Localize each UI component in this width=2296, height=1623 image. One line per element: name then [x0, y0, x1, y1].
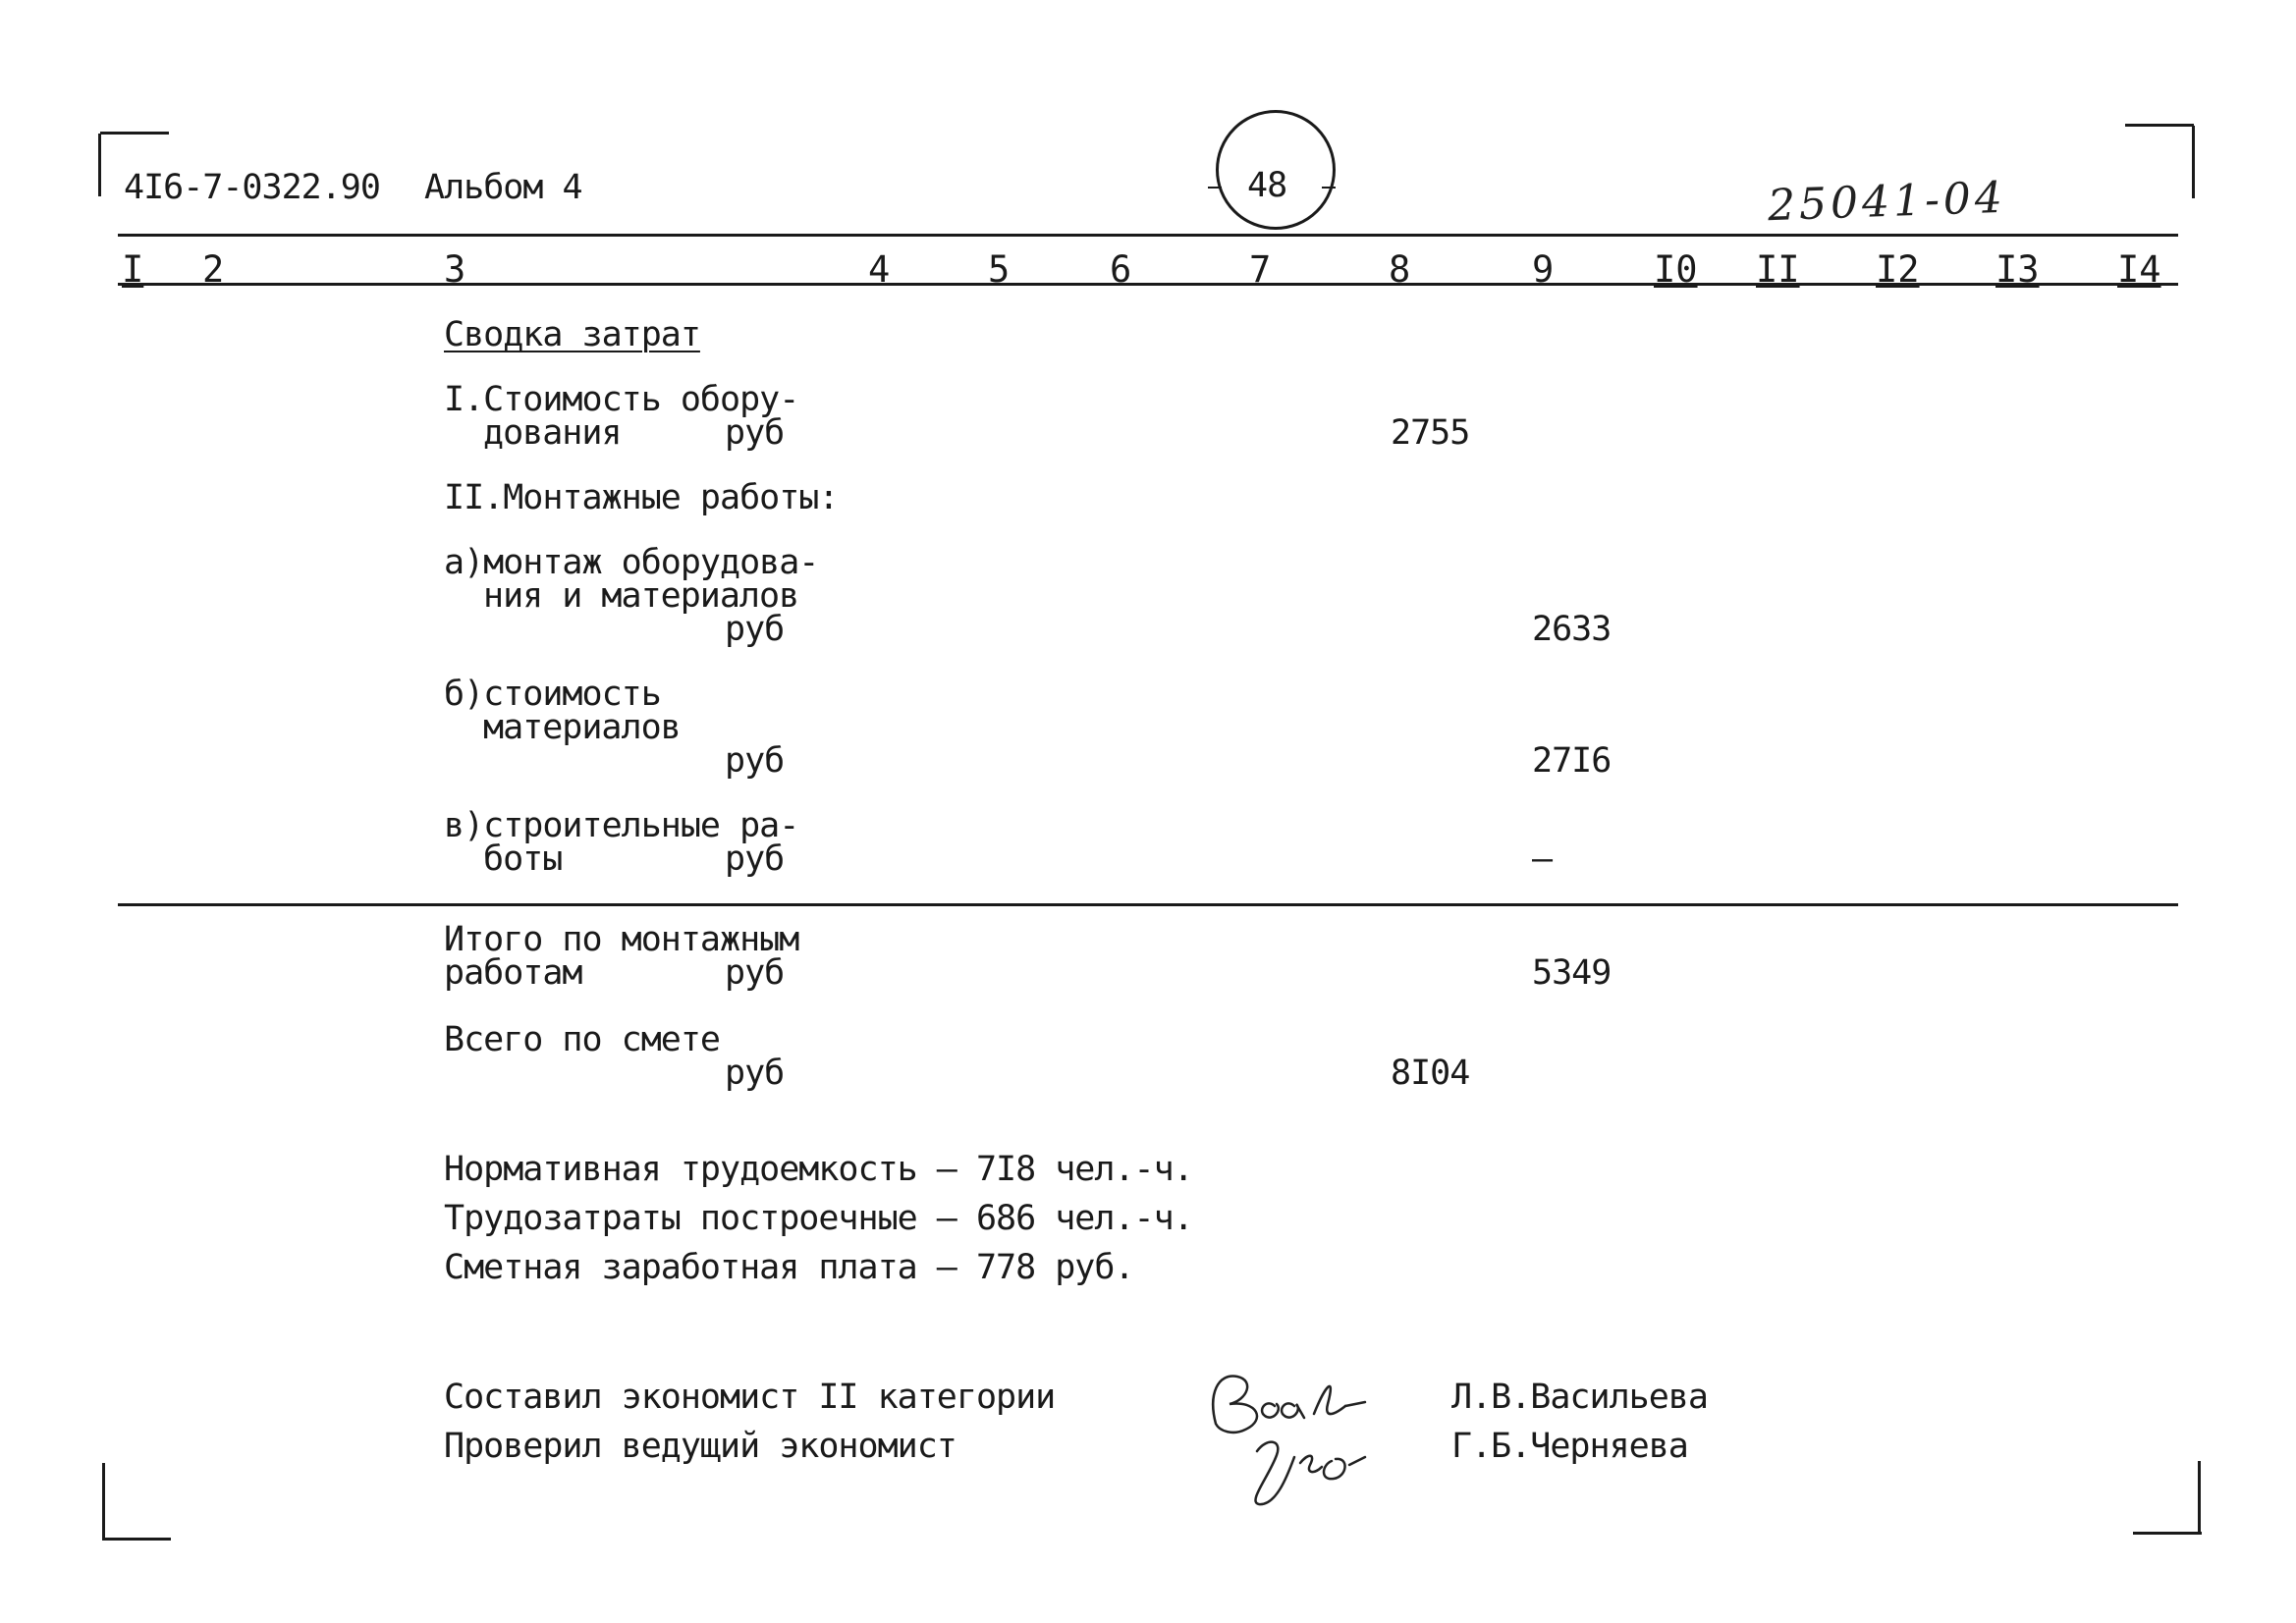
item-b-label-line2: материалов: [483, 708, 681, 747]
note-labor-site: Трудозатраты построечные – 686 чел.-ч.: [444, 1199, 1193, 1238]
column-number-10: I0: [1654, 248, 1698, 291]
corner-mark-top-right-vertical: [2192, 126, 2195, 198]
header-rule-top: [118, 234, 2178, 237]
column-number-8: 8: [1389, 248, 1411, 291]
total-install-label-line1: Итого по монтажным: [444, 920, 799, 959]
column-number-6: 6: [1110, 248, 1132, 291]
equipment-unit: руб: [725, 413, 785, 453]
column-number-12: I2: [1876, 248, 1920, 291]
corner-mark-top-left: [100, 132, 169, 135]
note-labor-norm: Нормативная трудоемкость – 7I8 чел.-ч.: [444, 1150, 1193, 1189]
corner-mark-bottom-right-vertical: [2198, 1461, 2201, 1532]
document-code: 4I6-7-0322.90: [124, 168, 380, 207]
grand-total-value: 8I04: [1391, 1054, 1470, 1093]
page-number-dash-left: [1208, 187, 1222, 189]
album-label: Альбом 4: [424, 168, 582, 207]
item-c-value: –: [1532, 839, 1553, 879]
corner-mark-bottom-right: [2133, 1532, 2202, 1535]
column-number-14: I4: [2117, 248, 2161, 291]
item-a-label-line2: ния и материалов: [483, 576, 799, 616]
corner-mark-bottom-left: [102, 1538, 171, 1541]
summary-title: Сводка затрат: [444, 315, 700, 354]
column-number-5: 5: [988, 248, 1011, 291]
item-a-value: 2633: [1532, 610, 1612, 649]
item-a-unit: руб: [725, 610, 785, 649]
installation-header: II.Монтажные работы:: [444, 478, 839, 517]
compiled-by-label: Составил экономист II категории: [444, 1378, 1056, 1417]
column-number-3: 3: [444, 248, 466, 291]
corner-mark-top-right: [2125, 124, 2194, 127]
compiled-by-name: Л.В.Васильева: [1451, 1378, 1708, 1417]
item-b-label-line1: б)стоимость: [444, 675, 661, 714]
item-c-label-line2: боты: [483, 839, 563, 879]
item-c-label-line1: в)строительные ра-: [444, 806, 799, 845]
grand-total-unit: руб: [725, 1054, 785, 1093]
item-b-unit: руб: [725, 741, 785, 781]
column-number-11: II: [1756, 248, 1800, 291]
column-number-9: 9: [1532, 248, 1555, 291]
total-install-unit: руб: [725, 953, 785, 993]
total-install-value: 5349: [1532, 953, 1612, 993]
column-number-13: I3: [1995, 248, 2040, 291]
header-rule-bottom: [118, 283, 2178, 286]
corner-mark-top-left-vertical: [98, 134, 101, 196]
checked-by-name: Г.Б.Черняева: [1451, 1427, 1688, 1466]
handwritten-signature: [1198, 1355, 1453, 1512]
corner-mark-bottom-left-vertical: [102, 1463, 105, 1538]
page-number-dash-right: [1322, 187, 1336, 189]
page-number: 48: [1247, 166, 1287, 205]
handwritten-code: 25041-04: [1767, 172, 2007, 232]
item-b-value: 27I6: [1532, 741, 1612, 781]
item-a-label-line1: а)монтаж оборудова-: [444, 543, 819, 582]
grand-total-label: Всего по смете: [444, 1020, 721, 1059]
equipment-label-line1: I.Стоимость обору-: [444, 380, 799, 419]
checked-by-label: Проверил ведущий экономист: [444, 1427, 957, 1466]
column-number-7: 7: [1249, 248, 1272, 291]
column-number-4: 4: [868, 248, 891, 291]
subtotal-rule: [118, 903, 2178, 906]
note-wages: Сметная заработная плата – 778 руб.: [444, 1248, 1134, 1287]
column-number-1: I: [122, 248, 144, 291]
column-number-2: 2: [202, 248, 225, 291]
equipment-label-line2: дования: [483, 413, 622, 453]
equipment-cost-value: 2755: [1391, 413, 1470, 453]
item-c-unit: руб: [725, 839, 785, 879]
total-install-label-line2: работам: [444, 953, 582, 993]
